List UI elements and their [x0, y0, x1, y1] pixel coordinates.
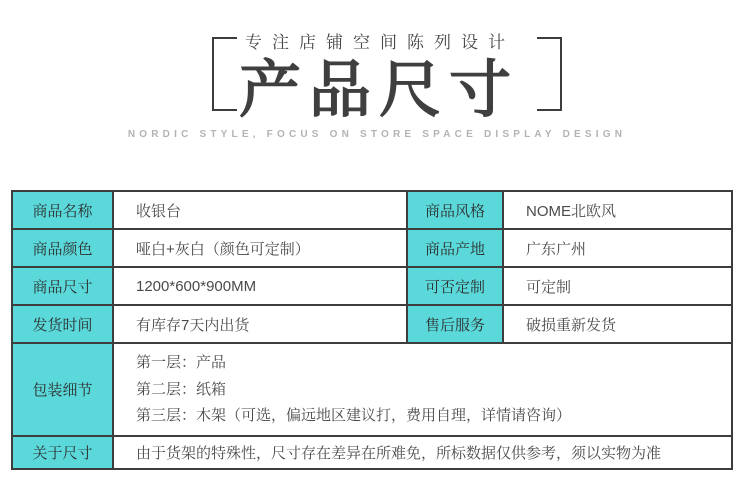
packing-layer-2: 第二层：纸箱	[136, 380, 227, 398]
spec-label-size-note: 关于尺寸	[13, 437, 112, 468]
spec-value-packing-details	[114, 344, 731, 435]
spec-label-customizable: 可否定制	[408, 268, 502, 304]
packing-layer-3: 第三层：木架（可选，偏远地区建议打，费用自理，详情请咨询）	[136, 407, 572, 425]
spec-value-shipping-time: 有库存7天内出货	[114, 306, 406, 342]
spec-table	[11, 190, 733, 470]
header	[0, 0, 750, 170]
packing-layer-1: 第一层：产品	[136, 353, 227, 371]
spec-value-product-origin: 广东广州	[504, 230, 731, 266]
spec-label-product-style: 商品风格	[408, 192, 502, 228]
header-tagline: 专注店铺空间陈列设计	[245, 33, 515, 52]
spec-value-product-name: 收银台	[114, 192, 406, 228]
page-title: 产品尺寸	[238, 56, 519, 125]
spec-label-after-sales: 售后服务	[408, 306, 502, 342]
spec-label-packing-details: 包装细节	[13, 344, 112, 435]
spec-value-customizable: 可定制	[504, 268, 731, 304]
spec-label-product-name: 商品名称	[13, 192, 112, 228]
spec-value-product-style: NOME北欧风	[504, 192, 731, 228]
spec-value-product-size: 1200*600*900MM	[114, 268, 406, 304]
spec-label-product-size: 商品尺寸	[13, 268, 112, 304]
spec-value-size-note: 由于货架的特殊性，尺寸存在差异在所难免，所标数据仅供参考，须以实物为准	[114, 437, 731, 468]
spec-label-product-origin: 商品产地	[408, 230, 502, 266]
spec-value-after-sales: 破损重新发货	[504, 306, 731, 342]
spec-value-product-color: 哑白+灰白（颜色可定制）	[114, 230, 406, 266]
spec-label-product-color: 商品颜色	[13, 230, 112, 266]
header-subtitle-en: NORDIC STYLE, FOCUS ON STORE SPACE DISPLAY DESIGN	[127, 129, 627, 140]
spec-label-shipping-time: 发货时间	[13, 306, 112, 342]
